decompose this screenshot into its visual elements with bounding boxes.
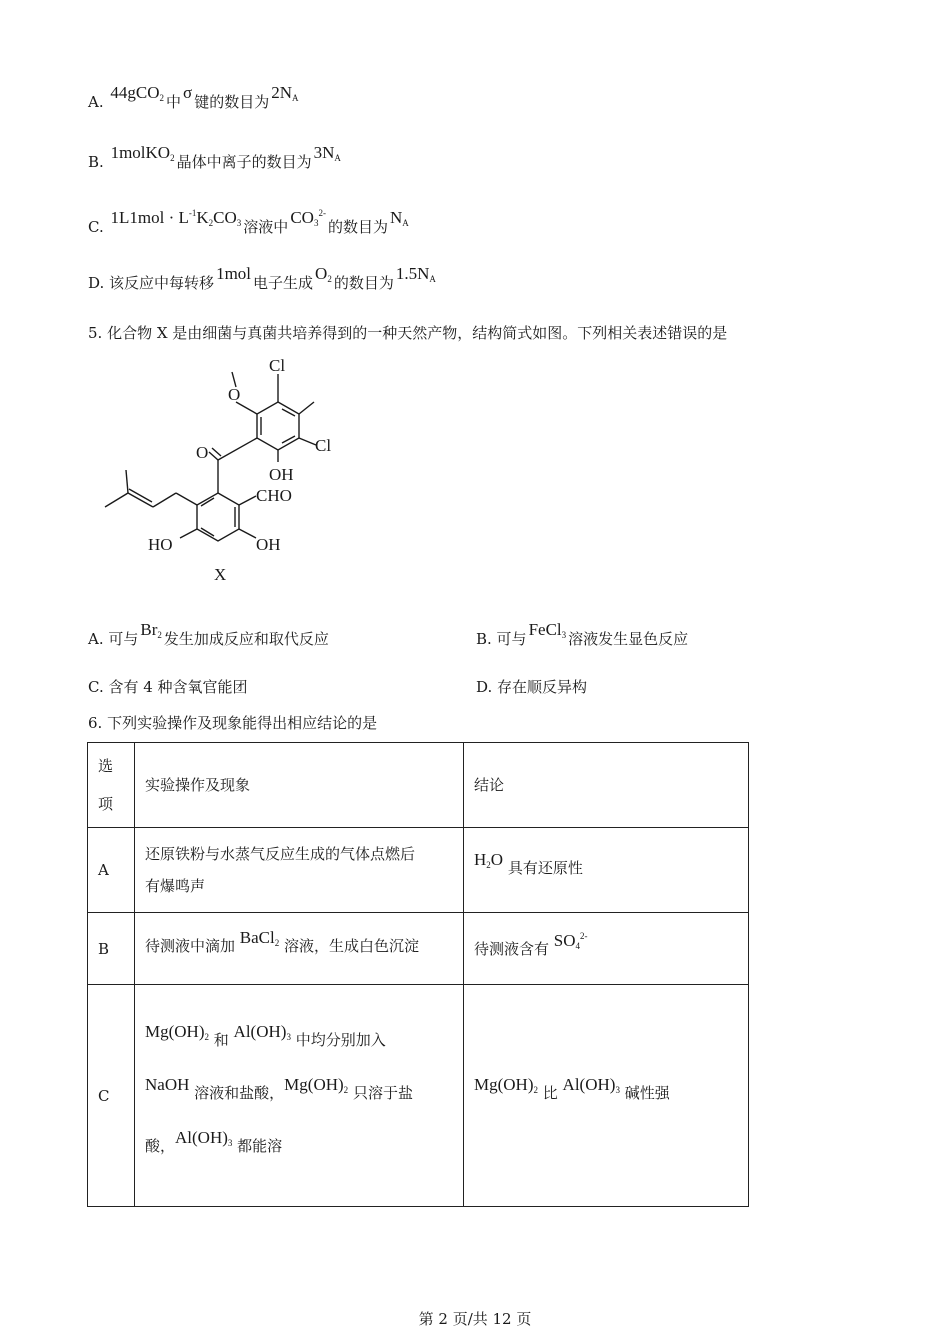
- formula: 1mol: [216, 264, 252, 283]
- table-header-row: [88, 743, 749, 828]
- row-conclusion: $H_2O$ 具有还原性: [464, 828, 749, 913]
- row-operation: 还原铁粉与水蒸气反应生成的气体点燃后 有爆鸣声: [135, 828, 464, 913]
- page-footer: 第 2 页/共 12 页: [418, 1310, 532, 1328]
- q4-option-c: C. $1L1mol \cdot L^{-1}K_2CO_3$ 溶液中 $CO_3^{2-}$的数目为 $N_A$: [88, 208, 409, 236]
- formula: $N_A$: [389, 208, 409, 228]
- q5-option-b: B. 可与 FeCl$_3$ 溶液发生显色反应: [476, 620, 689, 648]
- row-option: C: [88, 985, 135, 1207]
- q4-option-b: B. 1molKO$_2$ 晶体中离子的数目为 $3N_A$: [88, 143, 341, 171]
- header-option: 选项: [88, 743, 135, 828]
- cl-right-label: Cl: [315, 436, 332, 455]
- q5-option-d: D. 存在顺反异构: [476, 678, 588, 696]
- q4-option-d: D. 该反应中每转移 1mol 电子生成 $O_2$ 的数目为 $1.5N_A$: [88, 264, 436, 292]
- formula: $3N_A$: [313, 143, 341, 163]
- formula: 1molKO$_2$: [110, 143, 175, 163]
- row-operation: $Mg(OH)_2$ 和 $Al(OH)_3$ 中均分别加入 NaOH 溶液和盐酸，$Mg(OH)_2$ 只溶于盐 酸，$Al(OH)_3$ 都能溶: [135, 985, 464, 1207]
- row-option: B: [88, 913, 135, 985]
- q4-option-a: A. 44gCO$_2$ 中 σ 键的数目为 $2N_A$: [88, 83, 299, 111]
- cl-top-label: Cl: [269, 356, 286, 375]
- formula: FeCl$_3$: [528, 620, 567, 640]
- header-operation: 实验操作及现象: [135, 743, 464, 828]
- table-row: [88, 985, 749, 1207]
- q5-option-a: A. 可与 $Br_2$ 发生加成反应和取代反应: [88, 620, 329, 648]
- header-conclusion: 结论: [464, 743, 749, 828]
- formula: $Br_2$: [140, 620, 162, 640]
- q5-title: 5. 化合物 X 是由细菌与真菌共培养得到的一种天然产物，结构简式如图。下列相关表述错误的是: [88, 324, 728, 342]
- methoxy-o-label: O: [228, 385, 241, 404]
- cho-label: CHO: [256, 486, 292, 505]
- row-conclusion: $Mg(OH)_2$ 比 $Al(OH)_3$ 碱性强: [464, 985, 749, 1207]
- table-row: [88, 828, 749, 913]
- formula: $2N_A$: [271, 83, 299, 103]
- row-option: A: [88, 828, 135, 913]
- formula: $CO_3^{2-}$: [290, 208, 326, 228]
- ketone-o-label: O: [196, 443, 209, 462]
- oh-left-label: HO: [148, 535, 173, 554]
- table-row: [88, 913, 749, 985]
- compound-label: X: [214, 565, 227, 584]
- formula: $O_2$: [315, 264, 332, 284]
- q6-title: 6. 下列实验操作及现象能得出相应结论的是: [88, 714, 378, 732]
- row-conclusion: 待测液含有 $SO_4^{2-}$: [464, 913, 749, 985]
- formula: $1L1mol \cdot L^{-1}K_2CO_3$: [110, 208, 242, 228]
- row-operation: 待测液中滴加 BaCl$_2$ 溶液，生成白色沉淀: [135, 913, 464, 985]
- formula: 44gCO$_2$: [110, 83, 165, 103]
- oh-right-label: OH: [256, 535, 281, 554]
- formula: $1.5N_A$: [395, 264, 436, 284]
- experiment-table: [87, 742, 749, 1207]
- chemical-structure-x: [96, 350, 356, 590]
- formula: σ: [183, 83, 193, 102]
- q5-option-c: C. 含有 4 种含氧官能团: [88, 678, 248, 696]
- oh-ring1-label: OH: [269, 465, 294, 484]
